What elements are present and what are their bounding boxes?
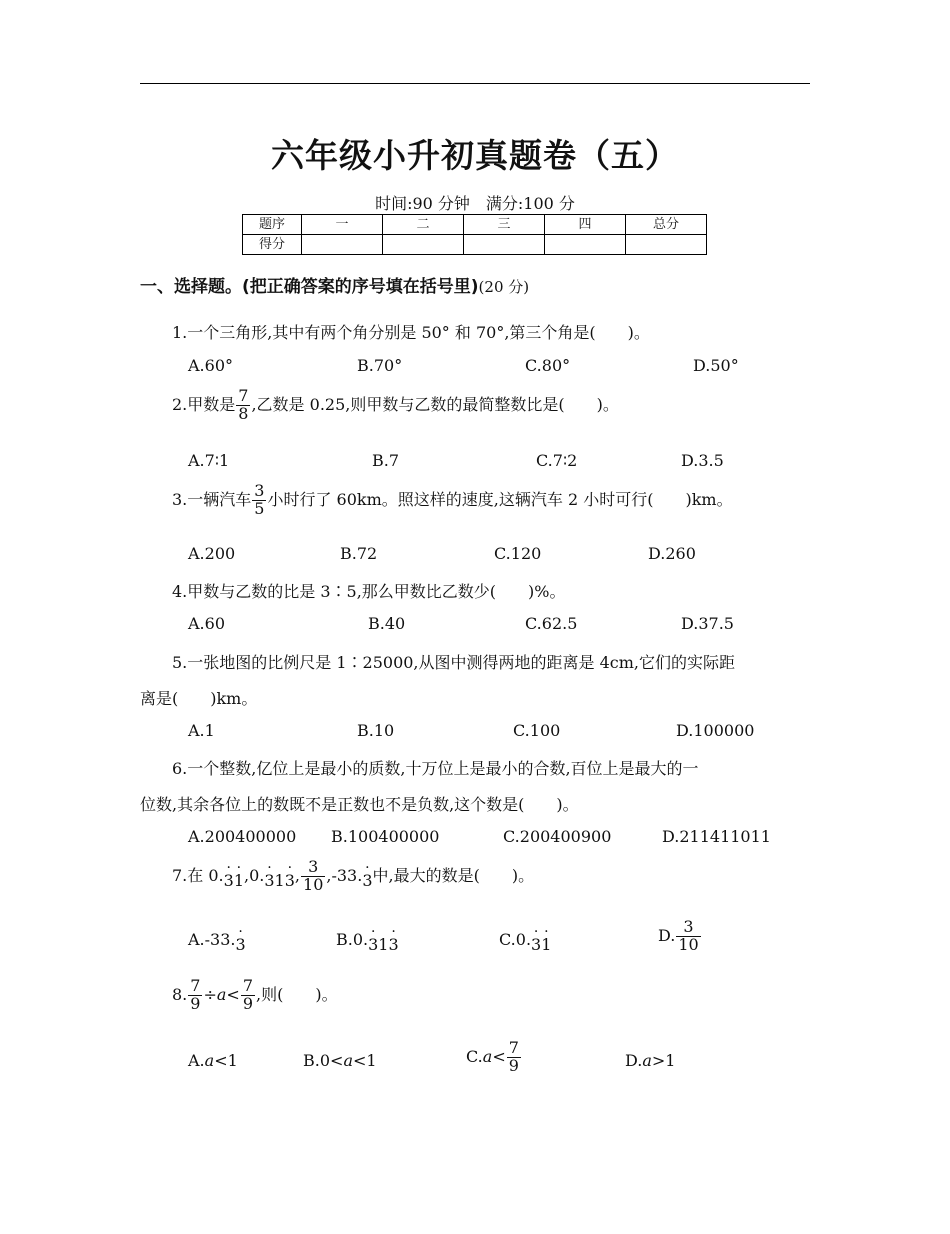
score-row-label: 得分 [243, 235, 302, 255]
q2-text-before: 2.甲数是 [172, 394, 236, 414]
q3-text-after: 小时行了 60km。照这样的速度,这辆汽车 2 小时可行( )km。 [267, 489, 733, 509]
q1-option-b[interactable]: B.70° [357, 356, 403, 375]
repeating-digit: · 3 [285, 871, 295, 890]
q7-prefix: 7.在 0. [172, 865, 224, 885]
q1-option-d[interactable]: D.50° [693, 356, 739, 375]
q8-option-a[interactable] [188, 1051, 238, 1070]
q8-option-b[interactable] [303, 1051, 377, 1070]
section-points: (20 分) [478, 278, 530, 296]
q7-option-d-label: D. [658, 925, 676, 945]
q7-fraction [301, 859, 325, 894]
frac-num: 7 [242, 976, 253, 995]
q3-option-b[interactable]: B.72 [340, 544, 378, 563]
q3-text-before: 3.一辆汽车 [172, 489, 252, 509]
q5-option-d[interactable]: D.100000 [676, 721, 755, 740]
repeating-digit: · 3 [224, 871, 234, 890]
frac-den: 9 [242, 993, 253, 1013]
repeating-digit: · 3 [362, 871, 372, 890]
q8-option-b-rest: <1 [352, 1051, 377, 1070]
question-6-line-1: 6.一个整数,亿位上是最小的质数,十万位上是最小的合数,百位上是最大的一 [172, 759, 699, 778]
question-1: 1.一个三角形,其中有两个角分别是 50° 和 70°,第三个角是( )。 [172, 323, 650, 342]
q8-fraction-2 [241, 978, 255, 1013]
score-cell[interactable] [545, 235, 626, 255]
q8-option-d[interactable] [625, 1051, 675, 1070]
q8-option-a-var: a [204, 1051, 215, 1070]
question-8 [172, 978, 338, 1013]
q7-sep-1: ,0. [244, 865, 265, 885]
q7-frac-num: 3 [301, 859, 325, 877]
q7-option-b[interactable] [336, 930, 399, 954]
q8-option-d-label: D. [625, 1051, 643, 1070]
score-table-score-row [243, 235, 707, 255]
section-heading-text: 一、选择题。(把正确答案的序号填在括号里) [140, 277, 479, 297]
q8-divide-sign: ÷ [203, 984, 217, 1004]
q2-option-a[interactable]: A.7∶1 [188, 451, 230, 470]
repeating-digit: · 3 [264, 871, 274, 890]
q3-option-c[interactable]: C.120 [494, 544, 542, 563]
top-rule [140, 83, 810, 84]
q2-option-c[interactable]: C.7∶2 [536, 451, 578, 470]
q7-option-b-label: B.0. [336, 930, 369, 949]
q5-option-c[interactable]: C.100 [513, 721, 561, 740]
q7-option-c-decimal [531, 935, 551, 954]
page-title: 六年级小升初真题卷（五） [271, 136, 679, 175]
repeating-digit: · 3 [531, 935, 541, 954]
q3-option-d[interactable]: D.260 [648, 544, 696, 563]
frac-num: 3 [676, 919, 700, 937]
q7-comma: , [294, 865, 301, 885]
digit: 1 [378, 935, 389, 954]
q2-fraction [236, 388, 250, 423]
q7-option-c[interactable] [499, 930, 552, 954]
frac-den: 10 [678, 934, 699, 954]
frac-num: 7 [190, 976, 201, 995]
q8-option-c[interactable] [466, 1040, 522, 1075]
q7-option-d-fraction [676, 919, 700, 954]
q2-option-d[interactable]: D.3.5 [681, 451, 724, 470]
q8-option-c-lt: < [492, 1046, 506, 1066]
q6-option-d[interactable]: D.211411011 [662, 827, 771, 846]
question-3 [172, 483, 733, 518]
q8-option-c-var: a [482, 1046, 493, 1066]
frac-num: 7 [508, 1038, 519, 1057]
q2-frac-num: 7 [238, 386, 249, 405]
q3-frac-den: 5 [254, 498, 265, 518]
repeating-digit: · 1 [541, 935, 551, 954]
score-cell[interactable] [383, 235, 464, 255]
q7-repeating-decimal-1 [224, 871, 244, 890]
q8-option-b-label: B.0< [303, 1051, 344, 1070]
digit: 1 [274, 870, 285, 890]
exam-info: 时间:90 分钟 满分:100 分 [375, 194, 575, 213]
q7-option-b-decimal [368, 935, 399, 954]
q7-option-a[interactable] [188, 930, 246, 954]
frac-den: 9 [190, 993, 201, 1013]
score-cell[interactable] [302, 235, 383, 255]
q7-frac-den: 10 [303, 874, 324, 894]
q7-option-a-label: A.-33. [188, 930, 236, 949]
q7-option-d[interactable] [658, 919, 702, 954]
q4-option-a[interactable]: A.60 [188, 614, 225, 633]
repeating-digit: · 3 [388, 935, 398, 954]
q7-option-c-label: C.0. [499, 930, 532, 949]
score-cell[interactable] [464, 235, 545, 255]
q7-sep-2: ,-33. [326, 865, 363, 885]
question-7 [172, 859, 534, 894]
score-cell[interactable] [626, 235, 707, 255]
frac-den: 9 [508, 1055, 519, 1075]
q5-option-a[interactable]: A.1 [188, 721, 215, 740]
question-4: 4.甲数与乙数的比是 3∶5,那么甲数比乙数少( )%。 [172, 582, 566, 601]
q2-frac-den: 8 [238, 403, 249, 423]
q6-option-a[interactable]: A.200400000 [188, 827, 297, 846]
header-cell: 三 [464, 215, 545, 235]
q3-fraction [252, 483, 266, 518]
q8-prefix: 8. [172, 984, 188, 1004]
header-cell: 一 [302, 215, 383, 235]
q7-repeating-decimal-3 [362, 871, 372, 890]
q8-option-c-fraction [507, 1040, 521, 1075]
q6-option-c[interactable]: C.200400900 [503, 827, 612, 846]
q8-variable: a [216, 984, 227, 1004]
q8-fraction-1 [188, 978, 202, 1013]
repeating-digit: · 1 [234, 871, 244, 890]
question-2 [172, 388, 619, 423]
question-5-line-1: 5.一张地图的比例尺是 1∶25000,从图中测得两地的距离是 4cm,它们的实际距 [172, 653, 736, 672]
q8-text-after: ,则( )。 [256, 984, 338, 1004]
q6-option-b[interactable]: B.100400000 [331, 827, 440, 846]
header-cell: 总分 [626, 215, 707, 235]
header-cell: 题序 [243, 215, 302, 235]
q8-less-than: < [226, 984, 240, 1004]
question-5-line-2: 离是( )km。 [140, 689, 258, 708]
q4-option-b[interactable]: B.40 [368, 614, 406, 633]
q2-text-after: ,乙数是 0.25,则甲数与乙数的最简整数比是( )。 [251, 394, 619, 414]
q4-option-c[interactable]: C.62.5 [525, 614, 578, 633]
repeating-digit: · 3 [368, 935, 378, 954]
section-heading [140, 272, 529, 297]
q3-frac-num: 3 [254, 481, 265, 500]
q8-option-d-rest: >1 [651, 1051, 676, 1070]
q7-repeating-decimal-2 [264, 871, 295, 890]
score-table [242, 214, 707, 255]
q8-option-c-label: C. [466, 1046, 483, 1066]
question-6-line-2: 位数,其余各位上的数既不是正数也不是负数,这个数是( )。 [140, 795, 579, 814]
q3-option-a[interactable]: A.200 [188, 544, 236, 563]
q8-option-a-rest: <1 [214, 1051, 238, 1070]
q8-option-a-label: A. [188, 1051, 205, 1070]
q1-option-c[interactable]: C.80° [525, 356, 571, 375]
q1-option-a[interactable]: A.60° [188, 356, 233, 375]
score-table-header-row [243, 215, 707, 235]
q7-text-after: 中,最大的数是( )。 [372, 865, 535, 885]
q8-option-d-var: a [642, 1051, 652, 1070]
q2-option-b[interactable]: B.7 [372, 451, 400, 470]
header-cell: 二 [383, 215, 464, 235]
header-cell: 四 [545, 215, 626, 235]
q5-option-b[interactable]: B.10 [357, 721, 395, 740]
q8-option-b-var: a [343, 1051, 353, 1070]
repeating-digit: · 3 [236, 935, 246, 954]
q7-option-a-decimal [236, 935, 246, 954]
q4-option-d[interactable]: D.37.5 [681, 614, 734, 633]
